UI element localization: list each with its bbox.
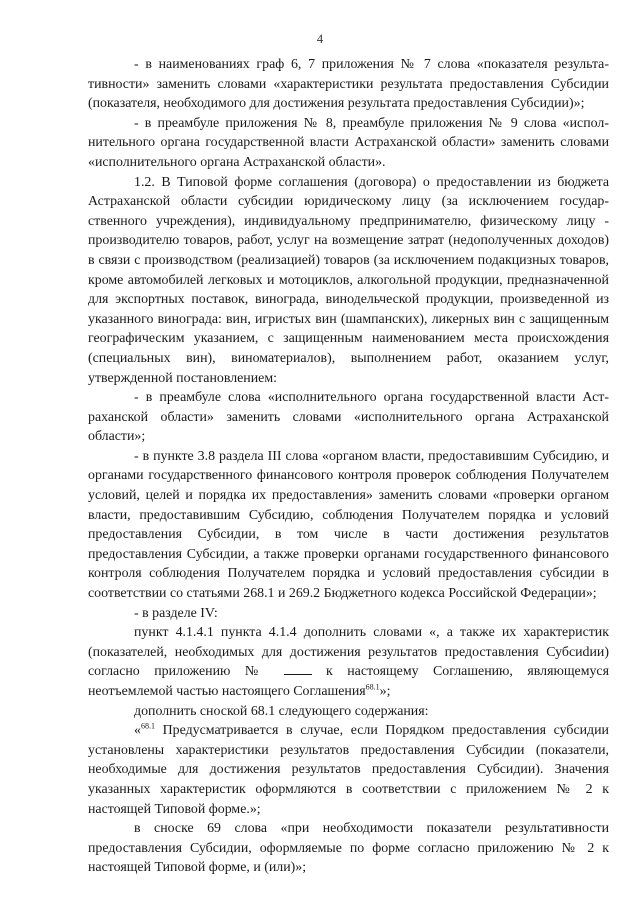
blank-field bbox=[284, 662, 312, 675]
footnote-mark: 68.1 bbox=[140, 721, 155, 731]
document-body bbox=[88, 55, 609, 878]
paragraph-p8: дополнить сноской 68.1 следующего содержания: bbox=[134, 703, 429, 719]
paragraph-p5: - в пункте 3.8 раздела III слова «органом власти, предоставившим Субсидию, и органами государственного финансового контроля проверок соблюдения Получателем условий, целей и порядка их предоставления» заменить словами «проверки органом власти, предоставившим Субсидию, соблюдения Получателем порядка и условий предоставления Субсидии, в том числе в части достижения результатов предоставления Субсидии, а также проверки органами государственного финансового контроля соблюдения Получателем порядка и условий предоставления субсидии в соответствии со статьями 268.1 и 269.2 Бюджетного кодекса Российской Федерации»; bbox=[88, 448, 609, 602]
paragraph-p10: в сноске 69 слова «при необходимости показатели результативности предоставления Субсидии, оформляемые по форме согласно приложению № 2 к настоящей Типовой форме, и (или)»; bbox=[88, 821, 609, 876]
page-number: 4 bbox=[316, 32, 324, 46]
paragraph-p9-text: Предусматривается в случае, если Порядком предоставления субсидии установлены характеристики результатов предоставления Субсидии (показатели, необходимые для достижения результатов предоставления Субсидии). Значения указанных характеристик оформляются в соответствии с приложением № 2 к настоящей Типовой форме.»; bbox=[88, 723, 609, 817]
paragraph-p4: - в преамбуле слова «исполнительного органа государственной власти Астраханской области» заменить словами «исполнительного органа Астраханской области»; bbox=[88, 390, 609, 445]
paragraph-p7-part-b: к настоящему Соглашению, являющемуся неотъемлемой частью настоящего Соглашения bbox=[88, 664, 609, 699]
paragraph-p2: - в преамбуле приложения № 8, преамбуле приложения № 9 слова «исполнительного органа государственной власти Астраханской области» заменить словами «исполнительного органа Астраханской области». bbox=[88, 115, 609, 170]
paragraph-p7-part-a: пункт 4.1.4.1 пункта 4.1.4 дополнить словами «, а также их характеристик (показателей, необходимых для достижения результатов предоставления Субсиdии) согласно приложению № bbox=[88, 625, 609, 680]
paragraph-p1: - в наименованиях граф 6, 7 приложения № 7 слова «показателя результативности» заменить словами «характеристики результата предоставления Субсидии (показателя, необходимого для достижения результата предоставления Субсидии)»; bbox=[88, 57, 609, 112]
paragraph-p7-part-c: »; bbox=[379, 684, 391, 699]
paragraph-p3: 1.2. В Типовой форме соглашения (договора) о предоставлении из бюджета Астраханской области субсидии юридическому лицу (за исключением государственного учреждения), индивидуальному предпринимателю, физическому лицу - производителю товаров, работ, услуг на возмещение затрат (недополученных доходов) в связи с производством (реализацией) товаров (за исключением подакцизных товаров, кроме автомобилей легковых и мотоциклов, алкогольной продукции, предназначенной для экспортных поставок, винограда, винодельческой продукции, произведенной из указанного винограда: вин, игристых вин (шампанских), ликерных вин с защищенным географическим указанием, с защищенным наименованием места происхождения (специальных вин), виноматериалов), выполнением работ, оказанием услуг, утвержденной постановлением: bbox=[88, 174, 609, 386]
paragraph-p9-open-quote: « bbox=[134, 723, 141, 739]
paragraph-p6: - в разделе IV: bbox=[134, 605, 218, 621]
paragraph-p7 bbox=[88, 623, 609, 701]
footnote-ref: 68.1 bbox=[365, 682, 380, 692]
paragraph-p9 bbox=[88, 721, 609, 819]
